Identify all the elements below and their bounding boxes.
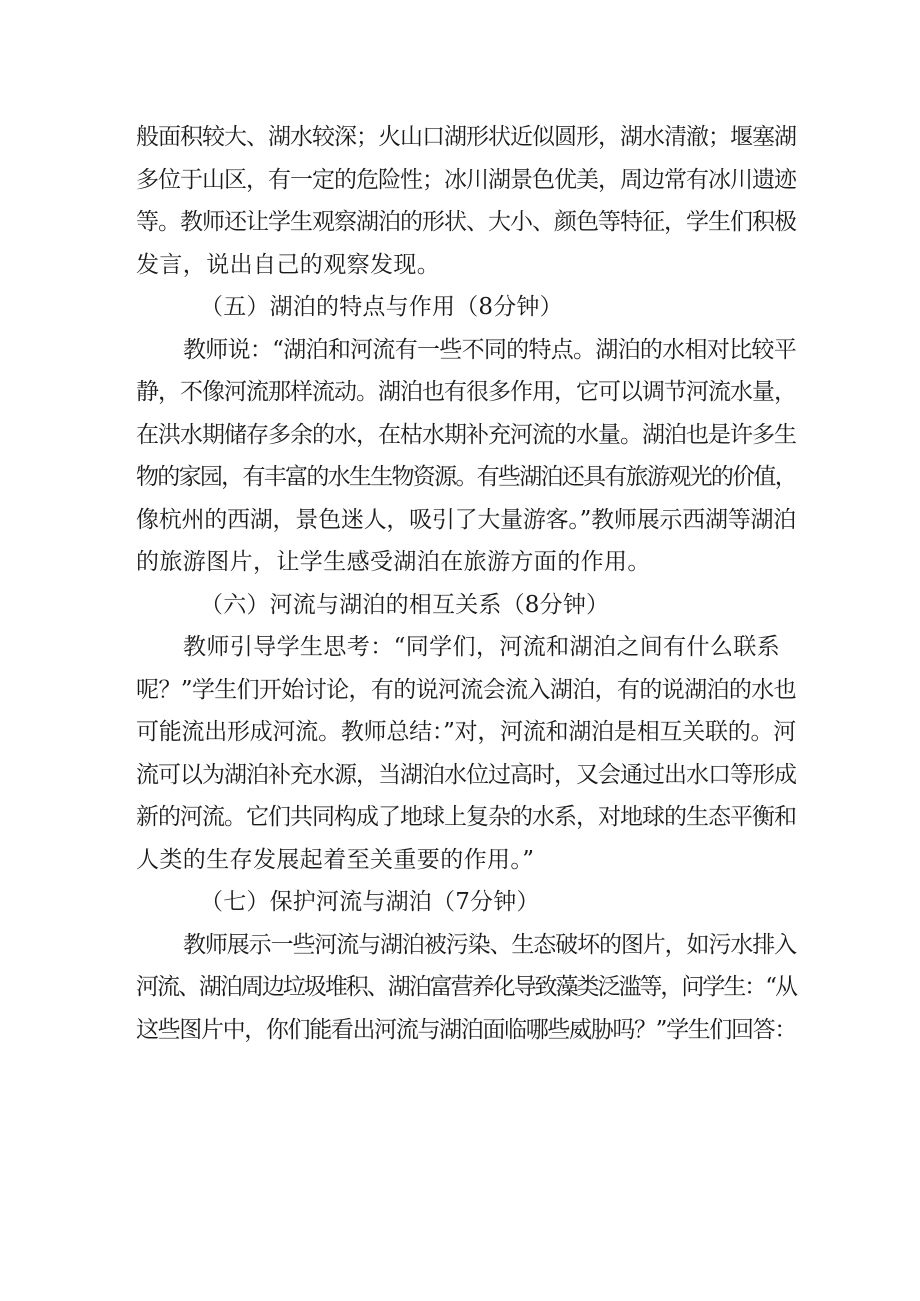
paragraph-line: 般面积较大、湖水较深；火山口湖形状近似圆形，湖水清澈；堰塞湖	[136, 124, 796, 150]
paragraph-line: 教师展示一些河流与湖泊被污染、生态破坏的图片，如污水排入	[183, 931, 796, 958]
paragraph-line: 等。教师还让学生观察湖泊的形状、大小、颜色等特征，学生们积极	[136, 209, 796, 235]
section-heading: （六）河流与湖泊的相互关系（8分钟）	[200, 591, 610, 618]
paragraph-line: 像杭州的西湖，景色迷人，吸引了大量游客。”教师展示西湖等湖泊	[136, 506, 796, 533]
paragraph-line: 静，不像河流那样流动。湖泊也有很多作用，它可以调节河流水量，	[136, 379, 796, 405]
paragraph-line: 在洪水期储存多余的水，在枯水期补充河流的水量。湖泊也是许多生	[136, 421, 796, 448]
paragraph-line: 呢？”学生们开始讨论，有的说河流会流入湖泊，有的说湖泊的水也	[136, 676, 796, 703]
paragraph-line: 教师引导学生思考：“同学们，河流和湖泊之间有什么联系	[183, 634, 781, 660]
paragraph-line: 河流、湖泊周边垃圾堆积、湖泊富营养化导致藻类泛滥等，问学生：“从	[136, 974, 796, 1000]
paragraph-line: 物的家园，有丰富的水生生物资源。有些湖泊还具有旅游观光的价值，	[136, 464, 796, 490]
paragraph-line: 多位于山区，有一定的危险性；冰川湖景色优美，周边常有冰川遗迹	[136, 166, 796, 193]
section-heading: （五）湖泊的特点与作用（8分钟）	[200, 294, 563, 320]
section-heading: （七）保护河流与湖泊（7分钟）	[200, 889, 540, 915]
paragraph-line: 流可以为湖泊补充水源，当湖泊水位过高时，又会通过出水口等形成	[136, 761, 796, 788]
paragraph-line: 可能流出形成河流。教师总结：”对，河流和湖泊是相互关联的。河	[136, 719, 796, 745]
paragraph-line: 这些图片中，你们能看出河流与湖泊面临哪些威胁吗？”学生们回答：	[136, 1016, 796, 1043]
paragraph-line: 新的河流。它们共同构成了地球上复杂的水系，对地球的生态平衡和	[136, 804, 796, 830]
paragraph-line: 教师说：“湖泊和河流有一些不同的特点。湖泊的水相对比较平	[183, 336, 796, 363]
paragraph-line: 发言，说出自己的观察发现。	[136, 251, 441, 278]
paragraph-line: 人类的生存发展起着至关重要的作用。”	[136, 846, 535, 873]
document-page	[136, 116, 796, 1051]
paragraph-line: 的旅游图片，让学生感受湖泊在旅游方面的作用。	[136, 549, 651, 575]
